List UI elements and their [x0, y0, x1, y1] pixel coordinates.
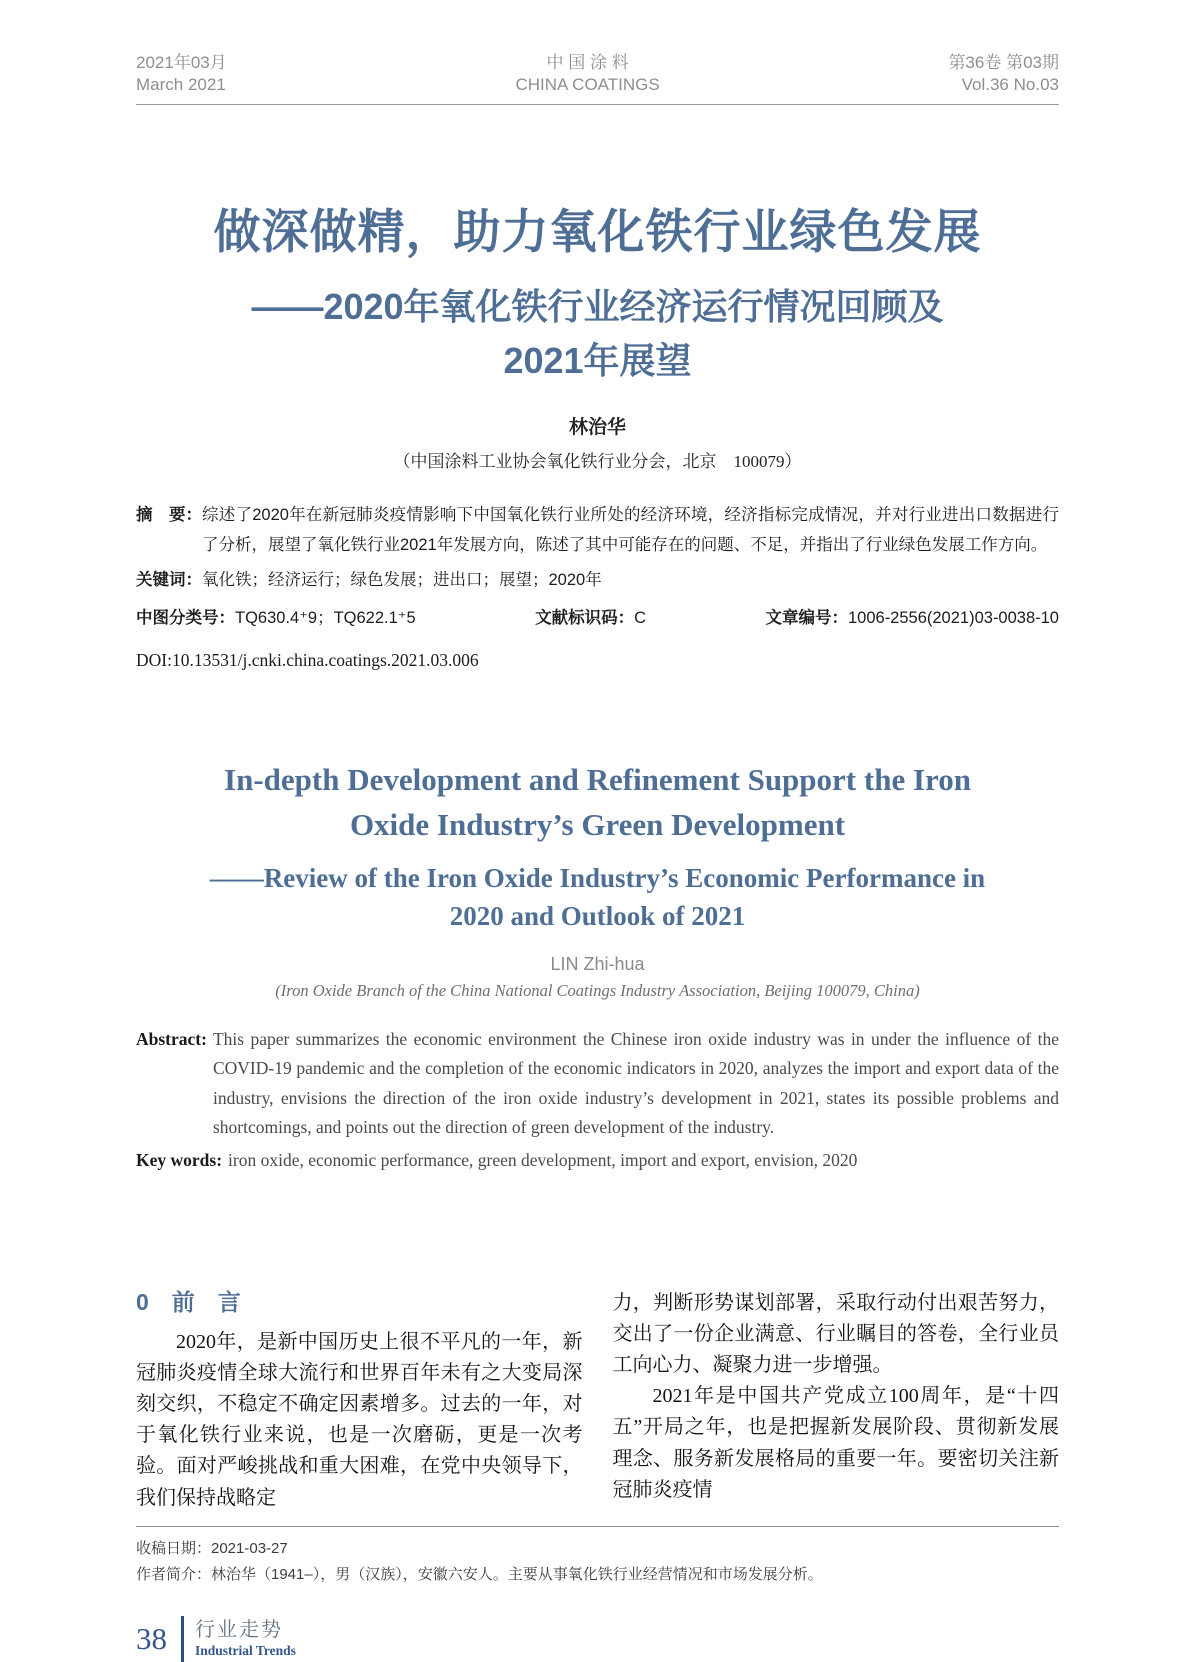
article-no-value: 1006-2556(2021)03-0038-10 [847, 609, 1059, 628]
volume-info [948, 52, 1059, 97]
column-name-en: Industrial Trends [195, 1643, 296, 1659]
abstract-en-label: Abstract: [136, 1028, 207, 1049]
clc-item [136, 603, 416, 634]
article-title-en-line2: Oxide Industry’s Green Development [349, 807, 846, 843]
author-bio: 作者简介：林治华（1941–），男（汉族），安徽六安人。主要从事氧化铁行业经营情况和市场发展分析。 [136, 1566, 823, 1583]
article-subtitle-en [136, 860, 1059, 936]
abstract-zh-text: 综述了2020年在新冠肺炎疫情影响下中国氧化铁行业所处的经济环境，经济指标完成情况，并对行业进出口数据进行了分析，展望了氧化铁行业2021年发展方向，陈述了其中可能存在的问题、不足，并指出了行业绿色发展工作方向。 [202, 505, 1059, 555]
article-subtitle-en-line2: 2020 and Outlook of 2021 [449, 900, 746, 931]
english-block [136, 758, 1059, 1175]
abstract-zh-label: 摘 要： [136, 505, 202, 524]
keywords-en-text: iron oxide, economic performance, green development, import and export, envision, 2020 [228, 1150, 858, 1171]
abstract-zh-row [136, 500, 1059, 561]
doc-code-item [535, 603, 646, 634]
body-paragraph-right-1: 力，判断形势谋划部署，采取行动付出艰苦努力，交出了一份企业满意、行业瞩目的答卷，全行业员工向心力、凝聚力进一步增强。 [612, 1291, 1059, 1377]
received-date: 收稿日期：2021-03-27 [136, 1539, 288, 1557]
article-title-en [136, 758, 1059, 848]
clc-label: 中图分类号： [136, 609, 235, 628]
clc-value: TQ630.4⁺9；TQ622.1⁺5 [235, 609, 416, 628]
affiliation-en: (Iron Oxide Branch of the China National Coatings Industry Association, Beijing 100079, China) [275, 980, 920, 1000]
left-column [136, 1288, 583, 1514]
footnote-block [136, 1526, 1059, 1589]
affiliation-zh: （中国涂料工业协会氧化铁行业分会，北京 100079） [393, 451, 802, 471]
doc-code-label: 文献标识码： [535, 609, 635, 628]
right-column [613, 1288, 1060, 1514]
page-footer [136, 1616, 1059, 1662]
article-no-item [765, 603, 1059, 634]
keywords-zh-text: 氧化铁；经济运行；绿色发展；进出口；展望；2020年 [202, 570, 602, 589]
keywords-en-row [136, 1146, 1059, 1175]
doi: DOI:10.13531/j.cnki.china.coatings.2021.03.006 [136, 649, 479, 670]
classification-row [136, 603, 1059, 634]
journal-name-en: CHINA COATINGS [515, 75, 660, 95]
keywords-zh-row [136, 565, 1059, 596]
article-subtitle-en-line1: ——Review of the Iron Oxide Industry’s Economic Performance in [209, 863, 986, 894]
issue-date [136, 52, 227, 97]
article-title-zh: 做深做精，助力氧化铁行业绿色发展 [213, 204, 982, 258]
article-no-label: 文章编号： [765, 609, 848, 628]
author-zh: 林治华 [568, 416, 626, 438]
volume-zh: 第36卷 第03期 [948, 53, 1059, 72]
body-paragraph-right-2: 2021年是中国共产党成立100周年，是“十四五”开局之年，也是把握新发展阶段、贯彻新发展理念、服务新发展格局的重要一年。要密切关注新冠肺炎疫情 [612, 1385, 1059, 1501]
footer-column-labels [195, 1618, 296, 1660]
chinese-meta-block [136, 500, 1059, 676]
body-paragraph-left: 2020年，是新中国历史上很不平凡的一年，新冠肺炎疫情全球大流行和世界百年未有之大变局深刻交织，不稳定不确定因素增多。过去的一年，对于氧化铁行业来说，也是一次磨砺，更是一次考验。面对严峻挑战和重大困难，在党中央领导下，我们保持战略定 [136, 1330, 583, 1509]
author-en: LIN Zhi-hua [550, 953, 645, 974]
doc-code-value: C [634, 609, 647, 628]
article-title-en-line1: In-depth Development and Refinement Support the Iron [224, 762, 971, 798]
page-number: 38 [136, 1621, 167, 1657]
footer-divider-bar [181, 1616, 184, 1662]
article-subtitle-zh-line2: 2021年展望 [503, 339, 692, 381]
article-subtitle-zh-line1: ——2020年氧化铁行业经济运行情况回顾及 [251, 285, 944, 327]
section-0-heading: 0 前 言 [136, 1288, 241, 1315]
journal-name-zh: 中 国 涂 料 [546, 53, 629, 72]
article-subtitle-zh [136, 280, 1059, 388]
journal-name [515, 52, 659, 97]
keywords-en-label: Key words: [136, 1150, 223, 1171]
volume-en: Vol.36 No.03 [961, 75, 1059, 95]
body-columns [136, 1288, 1059, 1514]
abstract-en-text: This paper summarizes the economic environment the Chinese iron oxide industry was in under the influence of the COVID-19 pandemic and the completion of the economic indicators in 2020, analyzes the import and export data of the industry, envisions the direction of the iron oxide industry’s development in 2021, states its possible problems and shortcomings, and points out the direction of green development of the industry. [212, 1028, 1059, 1137]
abstract-en-row [136, 1025, 1059, 1143]
issue-date-zh: 2021年03月 [136, 53, 227, 72]
issue-date-en: March 2021 [136, 75, 226, 95]
column-name-zh: 行业走势 [195, 1619, 283, 1642]
journal-header [136, 52, 1059, 105]
keywords-zh-label: 关键词： [136, 570, 202, 589]
